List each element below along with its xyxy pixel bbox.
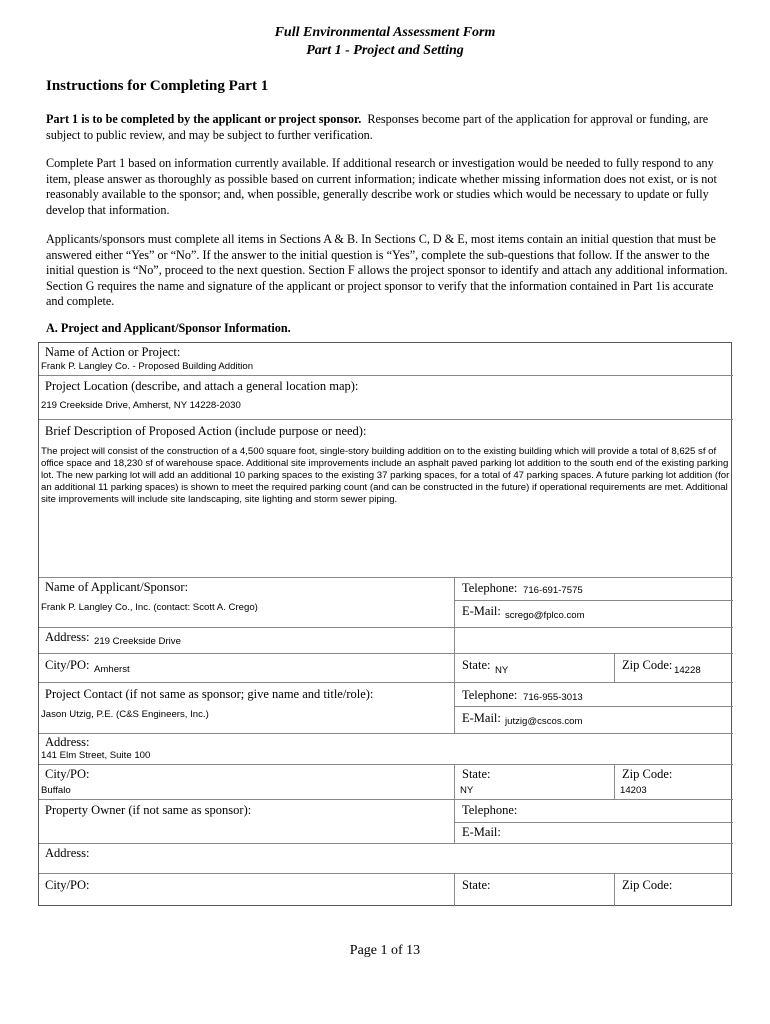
applicant-zip-label: Zip Code:: [622, 658, 673, 672]
applicant-telephone-field[interactable]: 716-691-7575: [523, 585, 583, 596]
row-divider: [39, 733, 733, 734]
contact-email-label: E-Mail:: [462, 711, 501, 725]
column-divider: [454, 682, 455, 733]
applicant-label: Name of Applicant/Sponsor:: [45, 580, 189, 594]
row-divider: [39, 682, 733, 683]
section-a-form: [38, 342, 732, 906]
form-subtitle: Part 1 - Project and Setting: [306, 43, 464, 58]
column-divider: [454, 653, 455, 682]
column-divider: [454, 764, 455, 799]
row-divider: [39, 873, 733, 874]
row-divider: [454, 822, 733, 823]
row-divider: [39, 375, 733, 376]
description-label: Brief Description of Proposed Action (include purpose or need):: [45, 424, 367, 438]
column-divider: [454, 873, 455, 906]
contact-address-field[interactable]: 141 Elm Street, Suite 100: [41, 750, 151, 761]
page-number: Page 1 of 13: [349, 943, 421, 958]
owner-label: Property Owner (if not same as sponsor):: [45, 803, 252, 817]
applicant-state-label: State:: [462, 658, 491, 672]
contact-email-field[interactable]: jutzig@cscos.com: [505, 716, 583, 727]
column-divider: [454, 577, 455, 653]
applicant-email-field[interactable]: scrego@fplco.com: [505, 610, 585, 621]
contact-zip-field[interactable]: 14203: [620, 785, 647, 796]
form-title: Full Environmental Assessment Form: [274, 25, 496, 40]
owner-city-label: City/PO:: [45, 878, 90, 892]
applicant-address-field[interactable]: 219 Creekside Drive: [94, 636, 181, 647]
contact-state-field[interactable]: NY: [460, 785, 474, 796]
location-label: Project Location (describe, and attach a general location map):: [45, 379, 359, 393]
instructions-paragraph-3: Applicants/sponsors must complete all items in Sections A & B. In Sections C, D & E, most items contain an initial question that must be answered either “Yes” or “No”. If the answer to the initial question is “Yes”, complete the sub-questions that follow. If the answer to the initial question is “No”, proceed to the next question. Section F allows the project sponsor to identify and attach any additional information. Section G requires the name and signature of the applicant or project sponsor to verify that the information contained in Part 1is accurate and complete.: [46, 232, 728, 308]
row-divider: [39, 419, 733, 420]
column-divider: [454, 799, 455, 843]
row-divider: [39, 653, 733, 654]
row-divider: [454, 706, 733, 707]
owner-email-label: E-Mail:: [462, 825, 501, 839]
column-divider: [614, 873, 615, 906]
contact-label: Project Contact (if not same as sponsor; give name and title/role):: [45, 687, 374, 701]
contact-city-label: City/PO:: [45, 767, 90, 781]
location-field[interactable]: 219 Creekside Drive, Amherst, NY 14228-2030: [41, 400, 241, 411]
row-divider: [39, 843, 733, 844]
section-a-heading: A. Project and Applicant/Sponsor Information.: [46, 321, 291, 335]
paragraph-1-lead: Part 1 is to be completed by the applicant or project sponsor.: [46, 112, 362, 126]
row-divider: [39, 799, 733, 800]
contact-telephone-field[interactable]: 716-955-3013: [523, 692, 583, 703]
owner-telephone-label: Telephone:: [462, 803, 518, 817]
applicant-field[interactable]: Frank P. Langley Co., Inc. (contact: Scott A. Crego): [41, 602, 258, 613]
contact-state-label: State:: [462, 767, 491, 781]
owner-address-label: Address:: [45, 846, 90, 860]
applicant-zip-field[interactable]: 14228: [674, 665, 701, 676]
row-divider: [39, 764, 733, 765]
owner-state-label: State:: [462, 878, 491, 892]
applicant-telephone-label: Telephone:: [462, 581, 518, 595]
owner-zip-label: Zip Code:: [622, 878, 673, 892]
applicant-city-label: City/PO:: [45, 658, 90, 672]
contact-city-field[interactable]: Buffalo: [41, 785, 71, 796]
applicant-address-label: Address:: [45, 630, 90, 644]
action-name-label: Name of Action or Project:: [45, 345, 181, 359]
row-divider: [39, 627, 733, 628]
applicant-city-field[interactable]: Amherst: [94, 664, 130, 675]
action-name-field[interactable]: Frank P. Langley Co. - Proposed Building Addition: [41, 361, 254, 372]
column-divider: [614, 653, 615, 682]
row-divider: [454, 600, 733, 601]
column-divider: [614, 764, 615, 799]
description-field[interactable]: The project will consist of the construction of a 4,500 square foot, single-story building addition on to the existing building which will provide a total of 8,625 sf of office space and 18,230 sf of warehouse space. Additional site improvements include an asphalt paved parking lot addition to the south end of the existing parking lot. The new parking lot will add an additional 10 parking spaces to the existing 37 parking spaces, for a total of 47 parking spaces. A future parking lot addition (for an additional 11 parking spaces) is shown to meet the required parking count (and can be constructed in the future) if operational requirements are met. Additional site improvements will include site landscaping, site lighting and storm sewer piping.: [41, 446, 730, 505]
contact-address-label: Address:: [45, 735, 90, 749]
instructions-heading: Instructions for Completing Part 1: [46, 78, 269, 94]
contact-telephone-label: Telephone:: [462, 688, 518, 702]
applicant-email-label: E-Mail:: [462, 604, 501, 618]
instructions-paragraph-2: Complete Part 1 based on information currently available. If additional research or investigation would be needed to fully respond to any item, please answer as thoroughly as possible based on current information; indicate whether missing information does not exist, or is not reasonably available to the sponsor; and, when possible, generally describe work or studies which would be necessary to update or fully develop that information.: [46, 156, 717, 217]
instructions-paragraph-1: [46, 112, 732, 143]
applicant-state-field[interactable]: NY: [495, 665, 509, 676]
paragraph-1-rest: Responses become part of the application for approval or funding, are subject to public review, and may be subject to further verification.: [46, 112, 709, 142]
contact-field[interactable]: Jason Utzig, P.E. (C&S Engineers, Inc.): [41, 709, 209, 720]
row-divider: [39, 577, 733, 578]
contact-zip-label: Zip Code:: [622, 767, 673, 781]
